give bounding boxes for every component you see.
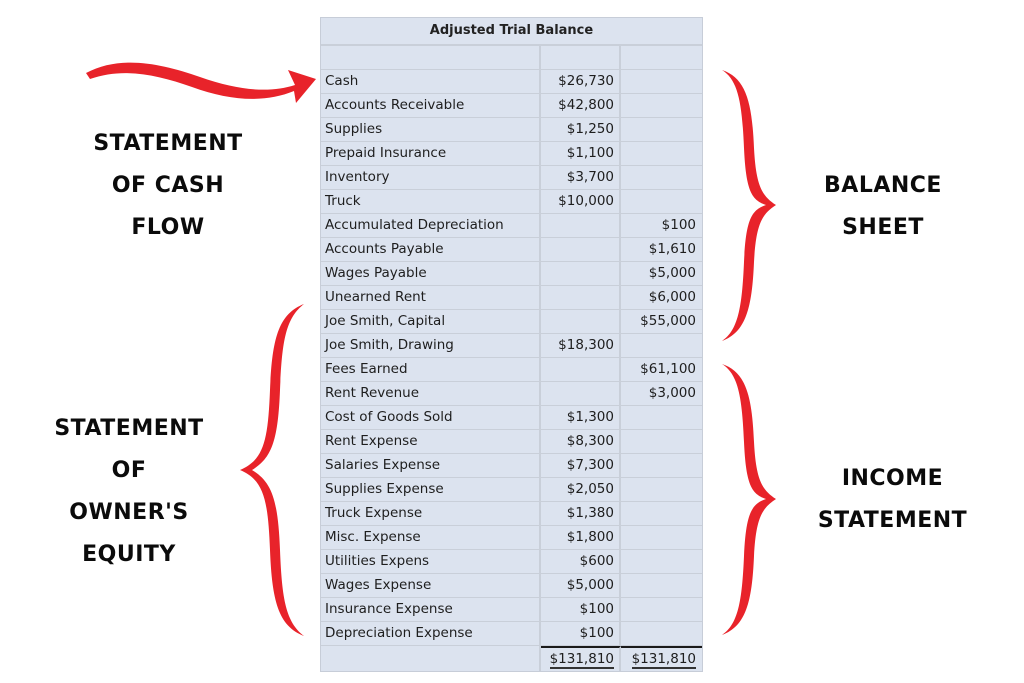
- table-row: [321, 478, 702, 502]
- account-cell: Salaries Expense: [321, 454, 541, 477]
- debit-cell: $100: [541, 622, 621, 645]
- debit-cell: $10,000: [541, 190, 621, 213]
- debit-cell: [541, 262, 621, 285]
- debit-cell: $5,000: [541, 574, 621, 597]
- account-cell: Inventory: [321, 166, 541, 189]
- credit-cell: $6,000: [648, 289, 696, 305]
- table-row: [321, 622, 702, 646]
- debit-cell: $1,100: [541, 142, 621, 165]
- table-row: [321, 310, 702, 334]
- credit-cell: [621, 406, 702, 429]
- totals-row: [321, 646, 702, 671]
- debit-cell: [541, 358, 621, 381]
- debit-cell: $1,380: [541, 502, 621, 525]
- right-brace-income-statement-icon: [718, 362, 778, 637]
- credit-cell: [621, 430, 702, 453]
- credit-cell: $3,000: [648, 385, 696, 401]
- credit-cell: $100: [661, 217, 696, 233]
- debit-cell: [541, 238, 621, 261]
- account-cell: Unearned Rent: [321, 286, 541, 309]
- table-row: [321, 334, 702, 358]
- label-income-statement: INCOME STATEMENT: [817, 466, 968, 533]
- account-cell: Joe Smith, Capital: [321, 310, 541, 333]
- table-row: [321, 262, 702, 286]
- debit-cell: $3,700: [541, 166, 621, 189]
- account-cell: Prepaid Insurance: [321, 142, 541, 165]
- credit-cell: [621, 166, 702, 189]
- table-row: [321, 406, 702, 430]
- debit-cell: $100: [541, 598, 621, 621]
- table-row: [321, 238, 702, 262]
- table-row: [321, 142, 702, 166]
- account-cell: Joe Smith, Drawing: [321, 334, 541, 357]
- credit-cell: [621, 94, 702, 117]
- account-cell: Truck Expense: [321, 502, 541, 525]
- label-balance-sheet: BALANCE SHEET: [824, 173, 942, 240]
- debit-cell: $26,730: [541, 70, 621, 93]
- credit-cell: $5,000: [648, 265, 696, 281]
- table-row: [321, 526, 702, 550]
- credit-cell: [621, 334, 702, 357]
- account-cell: Truck: [321, 190, 541, 213]
- debit-cell: $18,300: [541, 334, 621, 357]
- debit-cell: [541, 286, 621, 309]
- table-row: [321, 70, 702, 94]
- table-row: [321, 358, 702, 382]
- table-row: [321, 190, 702, 214]
- debit-cell: $8,300: [541, 430, 621, 453]
- table-row: [321, 430, 702, 454]
- table-row: [321, 502, 702, 526]
- table-row: [321, 94, 702, 118]
- account-cell: Supplies: [321, 118, 541, 141]
- account-cell: Depreciation Expense: [321, 622, 541, 645]
- credit-cell: [621, 142, 702, 165]
- account-cell: Misc. Expense: [321, 526, 541, 549]
- account-cell: Rent Revenue: [321, 382, 541, 405]
- table-header-row: [321, 46, 702, 70]
- debit-cell: $1,250: [541, 118, 621, 141]
- table-row: [321, 382, 702, 406]
- account-cell: Insurance Expense: [321, 598, 541, 621]
- account-cell: Wages Expense: [321, 574, 541, 597]
- credit-cell: [621, 526, 702, 549]
- account-cell: Rent Expense: [321, 430, 541, 453]
- credit-cell: $61,100: [640, 361, 696, 377]
- account-cell: Utilities Expens: [321, 550, 541, 573]
- table-row: [321, 598, 702, 622]
- credit-cell: $55,000: [640, 313, 696, 329]
- credit-total: $131,810: [621, 646, 702, 671]
- credit-cell: [621, 598, 702, 621]
- label-statement-of-cash-flow: STATEMENT OF CASH FLOW: [93, 131, 243, 240]
- credit-cell: [621, 190, 702, 213]
- table-row: [321, 214, 702, 238]
- account-cell: Fees Earned: [321, 358, 541, 381]
- table-row: [321, 550, 702, 574]
- adjusted-trial-balance-table: [320, 17, 703, 672]
- account-cell: Supplies Expense: [321, 478, 541, 501]
- header-cell: [321, 46, 541, 69]
- totals-label: [321, 646, 541, 671]
- debit-cell: $42,800: [541, 94, 621, 117]
- debit-cell: $600: [541, 550, 621, 573]
- account-cell: Cash: [321, 70, 541, 93]
- debit-cell: $1,800: [541, 526, 621, 549]
- left-brace-icon: [238, 300, 308, 640]
- credit-cell: $1,610: [648, 241, 696, 257]
- debit-cell: [541, 382, 621, 405]
- account-cell: Cost of Goods Sold: [321, 406, 541, 429]
- credit-cell: [621, 502, 702, 525]
- credit-cell: [621, 550, 702, 573]
- debit-cell: $7,300: [541, 454, 621, 477]
- account-cell: Accounts Receivable: [321, 94, 541, 117]
- header-cell: [541, 46, 621, 69]
- debit-cell: $1,300: [541, 406, 621, 429]
- account-cell: Wages Payable: [321, 262, 541, 285]
- credit-cell: [621, 70, 702, 93]
- table-row: [321, 574, 702, 598]
- account-cell: Accounts Payable: [321, 238, 541, 261]
- account-cell: Accumulated Depreciation: [321, 214, 541, 237]
- table-title: Adjusted Trial Balance: [321, 18, 702, 46]
- credit-cell: [621, 118, 702, 141]
- credit-cell: [621, 478, 702, 501]
- credit-cell: [621, 622, 702, 645]
- credit-cell: [621, 454, 702, 477]
- debit-cell: [541, 214, 621, 237]
- debit-total: $131,810: [541, 646, 621, 671]
- credit-cell: [621, 574, 702, 597]
- header-cell: [621, 46, 702, 69]
- table-row: [321, 166, 702, 190]
- table-row: [321, 286, 702, 310]
- curved-arrow-icon: [80, 55, 320, 125]
- debit-cell: $2,050: [541, 478, 621, 501]
- right-brace-balance-sheet-icon: [718, 68, 778, 343]
- label-statement-of-owners-equity: STATEMENT OF OWNER'S EQUITY: [54, 416, 204, 567]
- table-row: [321, 454, 702, 478]
- table-row: [321, 118, 702, 142]
- debit-cell: [541, 310, 621, 333]
